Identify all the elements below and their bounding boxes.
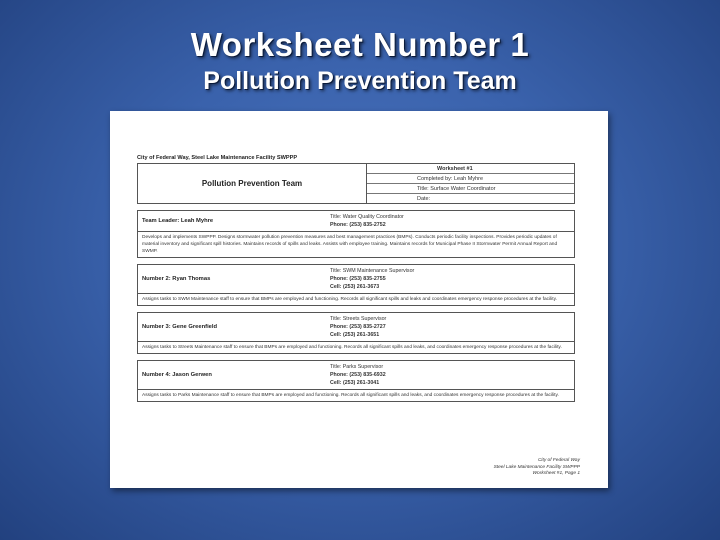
team-member-card: [137, 360, 575, 402]
member-phone: Phone: (253) 835-2755: [330, 276, 386, 282]
form-title: Pollution Prevention Team: [138, 164, 367, 203]
document-footer: [494, 458, 580, 478]
member-phone: Phone: (253) 835-6932: [330, 372, 386, 378]
completed-by: Completed by: Leah Myhre: [367, 174, 574, 184]
member-name: Number 3: Gene Greenfield: [142, 324, 218, 330]
member-phone: Phone: (253) 835-2727: [330, 324, 386, 330]
member-description: Assigns tasks to Parks Maintenance staff to ensure that BMPs are employed and functioning. Records all significant spills and leaks, and coordinates emergency response procedures at the facility.: [142, 393, 559, 398]
member-description: Assigns tasks to SWM Maintenance staff to ensure that BMPs are employed and functioning. Records all significant spills and leaks and coordinates emergency response procedures at the facility.: [142, 297, 557, 302]
team-member-card: [137, 210, 575, 258]
footer-line-3: Worksheet #1, Page 1: [532, 471, 580, 476]
title-line: Title: Surface Water Coordinator: [367, 184, 574, 194]
member-phone: Phone: (253) 835-2752: [330, 222, 386, 228]
member-name: Team Leader: Leah Myhre: [142, 218, 214, 224]
document-header: City of Federal Way, Steel Lake Maintenance Facility SWPPP: [137, 155, 298, 161]
member-description: Develops and implements SWPPP. Designs stormwater pollution prevention measures and best management practices (BMPs). Conducts periodic facility inspections. Provides periodic updates of material inventory and significant spill histories. Maintains records of spills and leaks. Assists with employee training. Maintains records for Municipal Phase II Stormwater Permit Annual Report and SWMP.: [142, 235, 558, 254]
member-title: Title: Streets Supervisor: [330, 316, 387, 322]
member-cell: Cell: (253) 261-3041: [330, 380, 380, 386]
team-member-card: [137, 264, 575, 306]
worksheet-document: [110, 111, 608, 488]
member-title: Title: SWM Maintenance Supervisor: [330, 268, 415, 274]
member-name: Number 4: Jason Gerwen: [142, 372, 212, 378]
member-title: Title: Parks Supervisor: [330, 364, 384, 370]
member-description: Assigns tasks to Streets Maintenance staff to ensure that BMPs are employed and functioning. Records all significant spills and leaks, and coordinates emergency response procedures at the facility.: [142, 345, 562, 350]
worksheet-label: Worksheet #1: [367, 164, 574, 174]
footer-line-2: Steel Lake Maintenance Facility SWPPP: [493, 464, 580, 470]
date-line: Date:: [417, 195, 431, 202]
worksheet-info: [367, 164, 574, 203]
worksheet-body: [137, 155, 575, 402]
team-member-card: [137, 312, 575, 354]
footer-line-1: City of Federal Way: [537, 458, 580, 463]
title-box: [137, 163, 575, 204]
member-name: Number 2: Ryan Thomas: [142, 276, 211, 282]
member-cell: Cell: (253) 261-3651: [330, 332, 380, 338]
slide-title: Worksheet Number 1: [190, 26, 530, 63]
member-title: Title: Water Quality Coordinator: [330, 214, 404, 220]
member-cell: Cell: (253) 261-3673: [330, 284, 380, 290]
slide-subtitle: Pollution Prevention Team: [203, 67, 517, 95]
